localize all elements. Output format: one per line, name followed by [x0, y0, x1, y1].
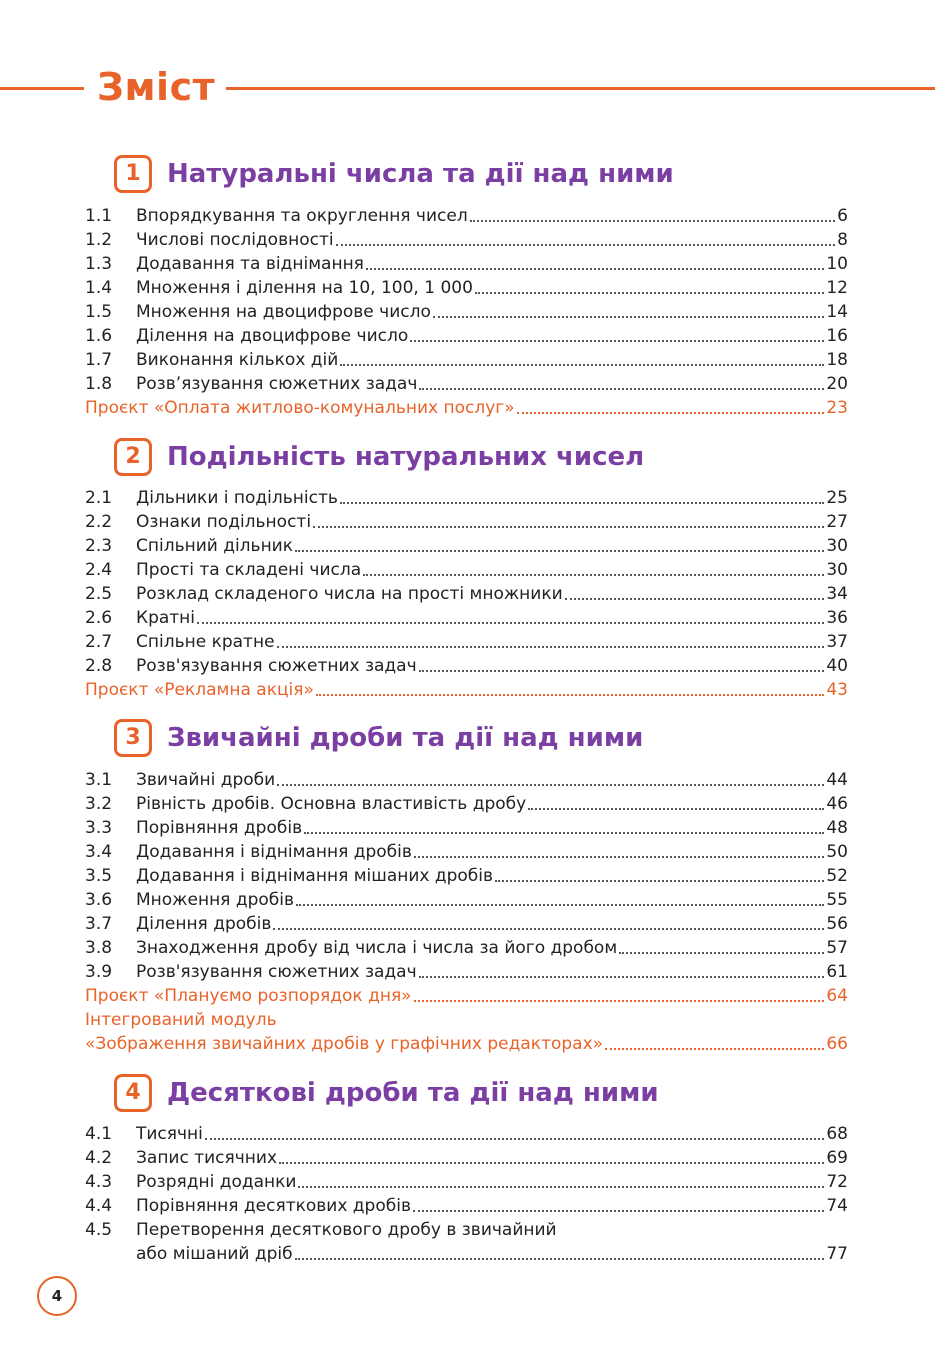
entry-number: 1.6	[85, 326, 113, 346]
entry-title: Додавання і віднімання мішаних дробів	[136, 866, 494, 886]
entry-page: 10	[826, 254, 848, 274]
toc-entry[interactable]	[85, 863, 848, 887]
entry-page: 72	[826, 1172, 848, 1192]
entry-title: Розв’язування сюжетних задач	[136, 374, 418, 394]
entry-page: 6	[837, 206, 848, 226]
entry-page: 40	[826, 656, 848, 676]
contents-header	[0, 65, 935, 110]
dot-leader	[336, 244, 836, 246]
header-rule-right	[226, 87, 935, 90]
chapter-number-badge: 4	[114, 1074, 152, 1112]
entry-number: 2.6	[85, 608, 113, 628]
entry-number: 1.4	[85, 278, 113, 298]
dot-leader	[419, 670, 825, 672]
entry-number: 3.7	[85, 914, 113, 934]
contents-title: Зміст	[97, 65, 216, 109]
entry-page: 44	[826, 770, 848, 790]
chapter-title: Десяткові дроби та дії над ними	[167, 1078, 659, 1108]
entry-title: Розклад складеного числа на прості множники	[136, 584, 563, 604]
dot-leader	[295, 550, 824, 552]
toc-entry[interactable]	[85, 935, 848, 959]
entry-page: 8	[837, 230, 848, 250]
entry-title: Розв'язування сюжетних задач	[136, 656, 417, 676]
dot-leader	[340, 364, 824, 366]
toc-entry[interactable]	[85, 911, 848, 935]
dot-leader	[475, 292, 824, 294]
entry-page: 55	[826, 890, 848, 910]
entry-title: Перетворення десяткового дробу в звичайний	[136, 1220, 557, 1240]
entry-title: Проєкт «Плануємо розпорядок дня»	[85, 986, 412, 1006]
entry-title: Множення і ділення на 10, 100, 1 000	[136, 278, 473, 298]
entry-page: 30	[826, 536, 848, 556]
dot-leader	[273, 928, 824, 930]
entry-title: Інтегрований модуль	[85, 1010, 277, 1030]
entry-number: 3.8	[85, 938, 113, 958]
entry-title: Впорядкування та округлення чисел	[136, 206, 468, 226]
toc-entry[interactable]	[85, 371, 848, 395]
entry-title: Запис тисячних	[136, 1148, 278, 1168]
entry-number: 4.2	[85, 1148, 113, 1168]
page-number: 4	[37, 1276, 77, 1316]
dot-leader	[295, 1258, 825, 1260]
entry-page: 43	[826, 680, 848, 700]
toc-entry[interactable]	[85, 581, 848, 605]
chapter-heading	[114, 438, 874, 482]
dot-leader	[279, 1162, 824, 1164]
dot-leader	[205, 1138, 824, 1140]
dot-leader	[619, 952, 824, 954]
entry-number: 2.4	[85, 560, 113, 580]
dot-leader	[316, 694, 824, 696]
entry-title: Прості та складені числа	[136, 560, 362, 580]
entry-title: «Зображення звичайних дробів у графічних редакторах»	[85, 1034, 604, 1054]
entry-page: 36	[826, 608, 848, 628]
dot-leader	[340, 502, 824, 504]
entry-page: 56	[826, 914, 848, 934]
chapter-title: Подільність натуральних чисел	[167, 442, 645, 472]
dot-leader	[313, 526, 824, 528]
dot-leader	[277, 784, 824, 786]
toc-entry[interactable]	[85, 323, 848, 347]
toc-entry[interactable]	[85, 605, 848, 629]
toc-entry-continuation[interactable]	[136, 1241, 848, 1265]
toc-module-entry[interactable]	[85, 1031, 848, 1055]
toc-entry[interactable]	[85, 203, 848, 227]
toc-entry[interactable]	[85, 767, 848, 791]
dot-leader	[366, 268, 824, 270]
toc-entry[interactable]	[85, 347, 848, 371]
entry-title: Додавання і віднімання дробів	[136, 842, 412, 862]
dot-leader	[304, 832, 824, 834]
entry-number: 4.5	[85, 1220, 113, 1240]
chapter-number-badge: 3	[114, 719, 152, 757]
entry-title: Ознаки подільності	[136, 512, 312, 532]
entry-number: 4.3	[85, 1172, 113, 1192]
entry-number: 1.8	[85, 374, 113, 394]
toc-entry[interactable]	[85, 791, 848, 815]
entry-number: 1.5	[85, 302, 113, 322]
chapter-heading	[114, 1074, 874, 1118]
entry-page: 30	[826, 560, 848, 580]
entry-page: 20	[826, 374, 848, 394]
entry-title: Розрядні доданки	[136, 1172, 297, 1192]
entry-number: 2.1	[85, 488, 113, 508]
dot-leader	[419, 976, 825, 978]
entry-page: 69	[826, 1148, 848, 1168]
toc-entry[interactable]	[85, 299, 848, 323]
entry-title: Числові послідовності	[136, 230, 334, 250]
entry-number: 3.1	[85, 770, 113, 790]
dot-leader	[419, 388, 824, 390]
entry-number: 1.2	[85, 230, 113, 250]
entry-number: 2.2	[85, 512, 113, 532]
toc-entry[interactable]	[85, 1193, 848, 1217]
dot-leader	[277, 646, 825, 648]
toc-project-entry[interactable]	[85, 677, 848, 701]
entry-title: Звичайні дроби	[136, 770, 276, 790]
entry-title: Спільний дільник	[136, 536, 294, 556]
entry-title: Проєкт «Оплата житлово-комунальних послуг»	[85, 398, 515, 418]
dot-leader	[363, 574, 824, 576]
entry-page: 18	[826, 350, 848, 370]
entry-number: 2.8	[85, 656, 113, 676]
toc-module-label	[85, 1007, 848, 1031]
entry-title: або мішаний дріб	[136, 1244, 293, 1264]
entry-page: 77	[826, 1244, 848, 1264]
toc-entry[interactable]	[85, 275, 848, 299]
dot-leader	[197, 622, 824, 624]
toc-entry[interactable]	[85, 653, 848, 677]
entry-title: Множення на двоцифрове число	[136, 302, 431, 322]
entry-title: Дільники і подільність	[136, 488, 338, 508]
dot-leader	[414, 1000, 825, 1002]
chapter-number-badge: 2	[114, 438, 152, 476]
dot-leader	[433, 316, 824, 318]
entry-page: 68	[826, 1124, 848, 1144]
dot-leader	[414, 856, 824, 858]
entry-page: 34	[826, 584, 848, 604]
entry-title: Порівняння дробів	[136, 818, 303, 838]
entry-page: 27	[826, 512, 848, 532]
entry-title: Проєкт «Рекламна акція»	[85, 680, 314, 700]
dot-leader	[470, 220, 835, 222]
dot-leader	[495, 880, 824, 882]
toc-entry[interactable]	[85, 509, 848, 533]
toc-entry[interactable]	[85, 629, 848, 653]
chapter-heading	[114, 719, 874, 763]
entry-number: 3.5	[85, 866, 113, 886]
dot-leader	[413, 1210, 824, 1212]
toc-project-entry[interactable]	[85, 395, 848, 419]
entry-page: 66	[826, 1034, 848, 1054]
entry-page: 14	[826, 302, 848, 322]
entry-title: Порівняння десяткових дробів	[136, 1196, 411, 1216]
entry-title: Ділення дробів	[136, 914, 272, 934]
entry-number: 3.3	[85, 818, 113, 838]
entry-page: 46	[826, 794, 848, 814]
entry-page: 61	[826, 962, 848, 982]
entry-number: 1.7	[85, 350, 113, 370]
entry-title: Виконання кількох дій	[136, 350, 339, 370]
entry-title: Ділення на двоцифрове число	[136, 326, 409, 346]
toc-entry[interactable]	[85, 815, 848, 839]
entry-number: 1.1	[85, 206, 113, 226]
entry-title: Рівність дробів. Основна властивість дробу	[136, 794, 527, 814]
toc-entry[interactable]	[85, 227, 848, 251]
toc-entry[interactable]	[85, 959, 848, 983]
entry-page: 23	[826, 398, 848, 418]
entry-number: 2.7	[85, 632, 113, 652]
toc-entry[interactable]	[85, 557, 848, 581]
chapter-title: Звичайні дроби та дії над ними	[167, 723, 644, 753]
entry-number: 2.3	[85, 536, 113, 556]
dot-leader	[410, 340, 824, 342]
dot-leader	[605, 1048, 824, 1050]
entry-title: Знаходження дробу від числа і числа за його дробом	[136, 938, 618, 958]
entry-title: Спільне кратне	[136, 632, 275, 652]
chapter-number-badge: 1	[114, 155, 152, 193]
toc-entry[interactable]	[85, 839, 848, 863]
entry-page: 48	[826, 818, 848, 838]
entry-number: 3.9	[85, 962, 113, 982]
entry-number: 4.1	[85, 1124, 113, 1144]
entry-title: Додавання та віднімання	[136, 254, 364, 274]
toc-entry[interactable]	[85, 1145, 848, 1169]
entry-number: 3.4	[85, 842, 113, 862]
entry-title: Розв'язування сюжетних задач	[136, 962, 417, 982]
toc-entry[interactable]	[85, 1217, 848, 1241]
entry-page: 12	[826, 278, 848, 298]
toc-entry[interactable]	[85, 251, 848, 275]
entry-page: 25	[826, 488, 848, 508]
toc-entry[interactable]	[85, 1121, 848, 1145]
chapter-title: Натуральні числа та дії над ними	[167, 159, 674, 189]
dot-leader	[298, 1186, 824, 1188]
entry-title: Множення дробів	[136, 890, 294, 910]
dot-leader	[565, 598, 825, 600]
toc-entry[interactable]	[85, 1169, 848, 1193]
toc-entry[interactable]	[85, 485, 848, 509]
entry-page: 50	[826, 842, 848, 862]
entry-title: Кратні	[136, 608, 196, 628]
dot-leader	[296, 904, 824, 906]
entry-page: 74	[826, 1196, 848, 1216]
entry-page: 57	[826, 938, 848, 958]
entry-page: 64	[826, 986, 848, 1006]
header-rule-left	[0, 87, 84, 90]
entry-number: 1.3	[85, 254, 113, 274]
toc-entry[interactable]	[85, 887, 848, 911]
entry-page: 16	[826, 326, 848, 346]
entry-title: Тисячні	[136, 1124, 203, 1144]
dot-leader	[528, 808, 824, 810]
toc-entry[interactable]	[85, 533, 848, 557]
entry-number: 3.6	[85, 890, 113, 910]
entry-page: 52	[826, 866, 848, 886]
dot-leader	[517, 412, 825, 414]
entry-number: 4.4	[85, 1196, 113, 1216]
entry-number: 3.2	[85, 794, 113, 814]
toc-project-entry[interactable]	[85, 983, 848, 1007]
entry-number: 2.5	[85, 584, 113, 604]
chapter-heading	[114, 155, 874, 199]
entry-page: 37	[826, 632, 848, 652]
